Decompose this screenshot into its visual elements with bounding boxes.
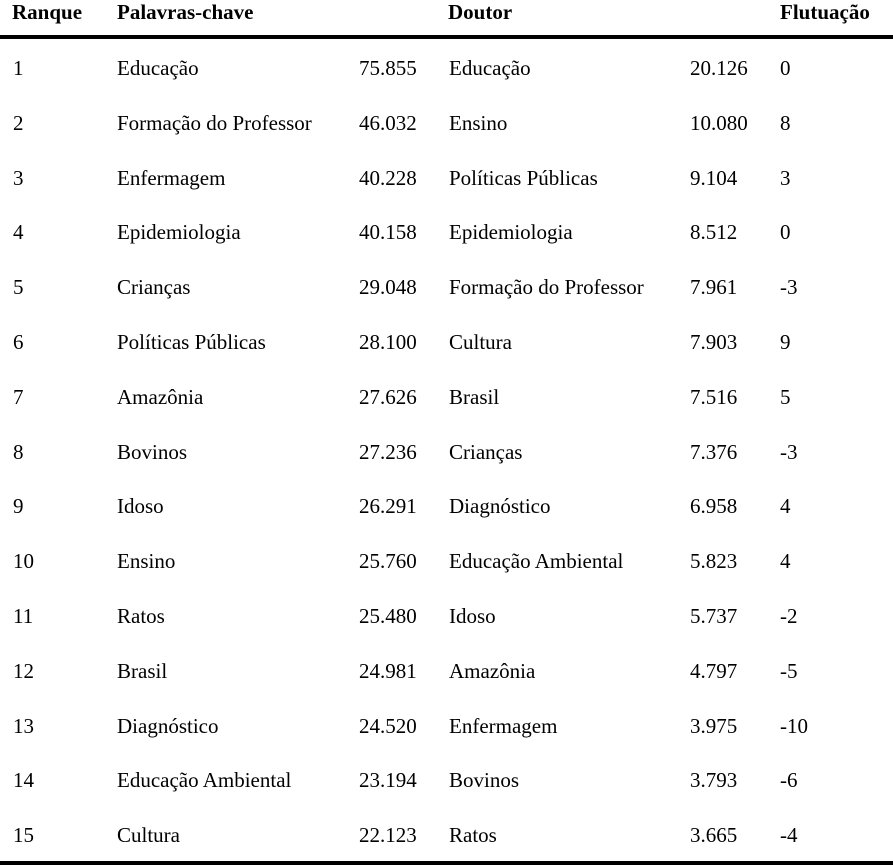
cell-keyword: Brasil [117,658,168,683]
cell-fluctuation: -6 [780,768,798,793]
cell-rank: 10 [13,549,34,574]
table-header-row [0,0,893,26]
table-row [0,316,893,371]
cell-doctor-value: 5.823 [690,549,738,574]
cell-keyword: Políticas Públicas [117,329,266,354]
cell-rank: 14 [13,768,34,793]
cell-rank: 12 [13,658,34,683]
cell-keyword-value: 27.626 [359,384,417,409]
cell-doctor-value: 3.665 [690,823,738,848]
table-row [0,809,893,864]
cell-keyword-value: 40.228 [359,165,417,190]
cell-rank: 7 [13,384,24,409]
cell-fluctuation: -4 [780,823,798,848]
cell-keyword: Enfermagem [117,165,226,190]
cell-doctor-value: 8.512 [690,220,738,245]
cell-fluctuation: 8 [780,110,791,135]
cell-fluctuation: -3 [780,275,798,300]
cell-keyword: Diagnóstico [117,713,219,738]
cell-fluctuation: 4 [780,549,791,574]
cell-keyword-value: 40.158 [359,220,417,245]
header-fluctuation: Flutuação [780,0,870,24]
cell-keyword-value: 26.291 [359,494,417,519]
cell-doctor-keyword: Formação do Professor [449,275,644,300]
cell-keyword: Ratos [117,603,165,628]
cell-keyword: Ensino [117,549,176,574]
cell-fluctuation: 3 [780,165,791,190]
cell-keyword-value: 46.032 [359,110,417,135]
cell-doctor-value: 9.104 [690,165,738,190]
cell-keyword: Bovinos [117,439,188,464]
cell-rank: 8 [13,439,24,464]
cell-doctor-keyword: Educação [449,56,531,80]
cell-fluctuation: 0 [780,220,791,245]
cell-doctor-value: 7.376 [690,439,738,464]
cell-doctor-value: 5.737 [690,603,738,628]
cell-doctor-keyword: Brasil [449,384,500,409]
table-row [0,700,893,755]
table-row [0,590,893,645]
cell-rank: 13 [13,713,34,738]
cell-keyword-value: 24.520 [359,713,417,738]
cell-doctor-keyword: Crianças [449,439,523,464]
cell-doctor-keyword: Ensino [449,110,508,135]
cell-keyword: Cultura [117,823,180,848]
table-row [0,152,893,207]
cell-doctor-keyword: Epidemiologia [449,220,573,245]
cell-doctor-value: 4.797 [690,658,738,683]
cell-doctor-keyword: Idoso [449,603,496,628]
table-bottom-rule [0,861,893,865]
cell-keyword-value: 25.480 [359,603,417,628]
cell-doctor-value: 3.975 [690,713,738,738]
cell-keyword-value: 29.048 [359,275,417,300]
cell-keyword-value: 22.123 [359,823,417,848]
cell-fluctuation: -5 [780,658,798,683]
table-row [0,480,893,535]
cell-rank: 6 [13,329,24,354]
table-row [0,261,893,316]
cell-keyword-value: 27.236 [359,439,417,464]
cell-doctor-keyword: Bovinos [449,768,520,793]
cell-rank: 3 [13,165,24,190]
cell-keyword: Idoso [117,494,164,519]
header-rank: Ranque [12,0,83,24]
cell-fluctuation: -10 [780,713,808,738]
table-row [0,97,893,152]
cell-keyword: Formação do Professor [117,110,312,135]
table-row [0,535,893,590]
table-row [0,206,893,261]
cell-doctor-keyword: Amazônia [449,658,536,683]
cell-keyword: Educação [117,56,199,80]
cell-doctor-keyword: Diagnóstico [449,494,551,519]
cell-doctor-keyword: Enfermagem [449,713,558,738]
cell-doctor-value: 7.903 [690,329,738,354]
table-row [0,42,893,97]
cell-rank: 2 [13,110,24,135]
table-row [0,426,893,481]
table-top-rule [0,35,893,39]
cell-doctor-value: 7.961 [690,275,738,300]
cell-keyword: Epidemiologia [117,220,241,245]
cell-fluctuation: 9 [780,329,791,354]
table-row [0,371,893,426]
cell-doctor-value: 7.516 [690,384,738,409]
cell-rank: 5 [13,275,24,300]
table-body [0,42,893,864]
cell-fluctuation: 0 [780,56,791,80]
cell-fluctuation: -2 [780,603,798,628]
cell-doctor-keyword: Educação Ambiental [449,549,624,574]
cell-doctor-value: 20.126 [690,56,748,80]
cell-fluctuation: 5 [780,384,791,409]
cell-doctor-value: 6.958 [690,494,738,519]
cell-doctor-keyword: Ratos [449,823,497,848]
cell-doctor-keyword: Políticas Públicas [449,165,598,190]
cell-rank: 11 [13,603,34,628]
cell-keyword-value: 23.194 [359,768,417,793]
cell-rank: 9 [13,494,24,519]
cell-keyword-value: 24.981 [359,658,417,683]
cell-fluctuation: -3 [780,439,798,464]
cell-keyword: Amazônia [117,384,204,409]
cell-fluctuation: 4 [780,494,791,519]
cell-keyword-value: 75.855 [359,56,417,80]
cell-rank: 4 [13,220,24,245]
header-doctor: Doutor [448,0,513,24]
cell-keyword-value: 25.760 [359,549,417,574]
table-row [0,754,893,809]
cell-keyword: Crianças [117,275,191,300]
table-row [0,645,893,700]
cell-rank: 1 [13,56,24,80]
cell-keyword: Educação Ambiental [117,768,292,793]
cell-doctor-value: 10.080 [690,110,748,135]
header-keywords: Palavras-chave [117,0,254,24]
cell-doctor-keyword: Cultura [449,329,512,354]
cell-doctor-value: 3.793 [690,768,738,793]
cell-rank: 15 [13,823,34,848]
cell-keyword-value: 28.100 [359,329,417,354]
